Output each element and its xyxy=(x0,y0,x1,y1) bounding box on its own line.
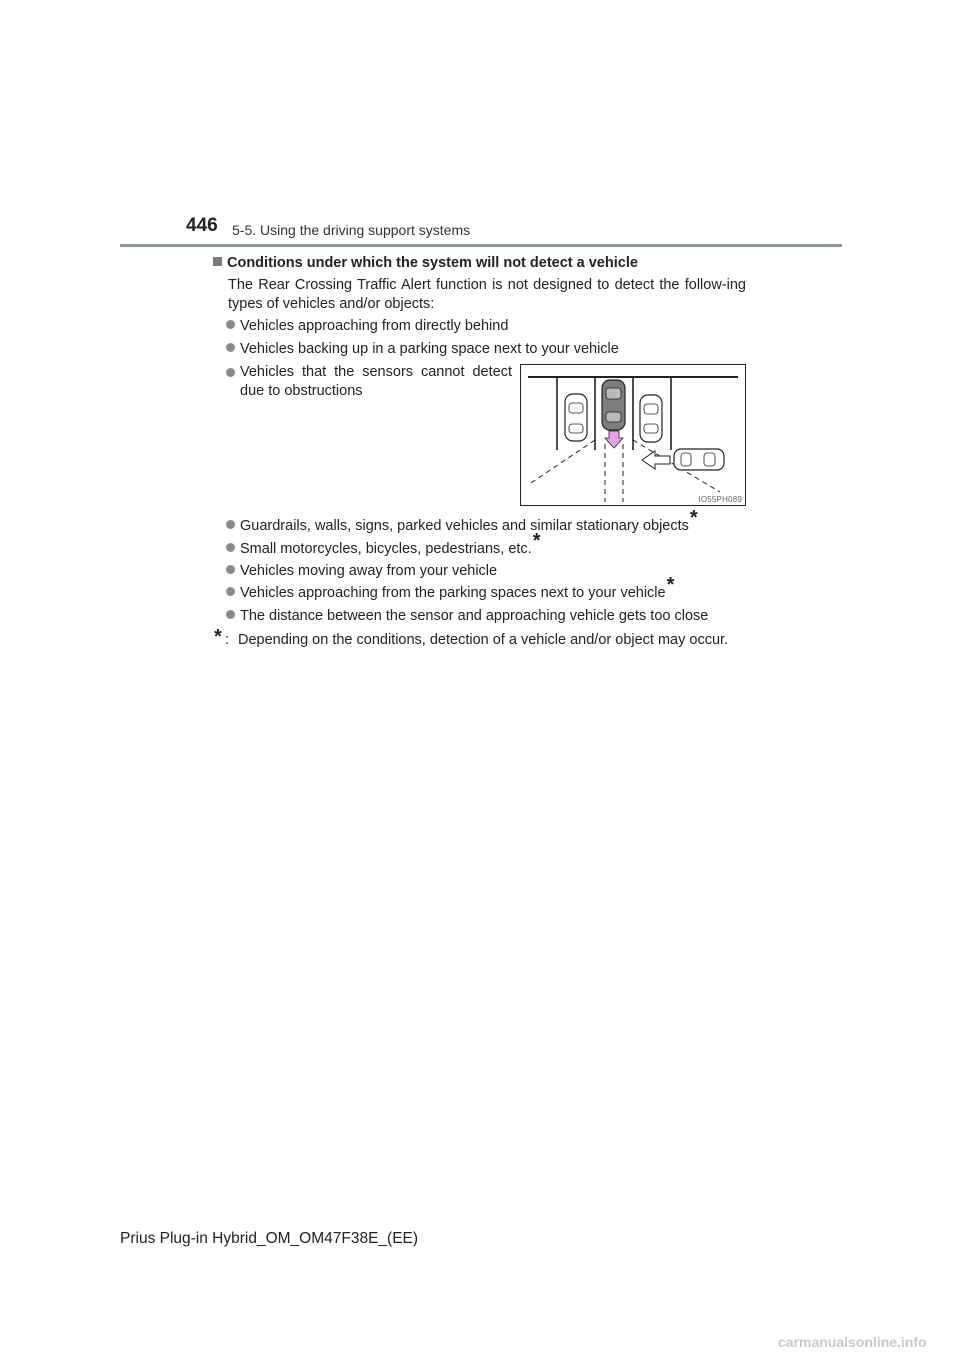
parked-car-left xyxy=(565,394,587,441)
footnote-asterisk: * xyxy=(214,626,222,648)
list-item-text: Vehicles moving away from your vehicle xyxy=(240,563,498,579)
bullet-dot-icon xyxy=(226,565,235,574)
heading-text: Conditions under which the system will not detect a vehicle xyxy=(227,255,638,271)
bullet-dot-icon xyxy=(226,587,235,596)
list-item-text: The distance between the sensor and approaching vehicle gets too close xyxy=(240,608,709,624)
list-item-text: Guardrails, walls, signs, parked vehicles and similar stationary objects xyxy=(240,518,689,534)
intro-paragraph: The Rear Crossing Traffic Alert function is not designed to detect the follow-ing types of vehicles and/or objects: xyxy=(228,277,746,312)
footnote-colon: : xyxy=(225,632,230,648)
bullet-dot-icon xyxy=(226,368,235,377)
section-title: 5-5. Using the driving support systems xyxy=(232,222,471,238)
approaching-vehicle xyxy=(674,449,724,470)
list-item-text: Small motorcycles, bicycles, pedestrians, etc. xyxy=(240,541,532,557)
asterisk-mark: * xyxy=(689,507,698,529)
list-item xyxy=(226,607,708,626)
list-item xyxy=(226,363,512,401)
footnote xyxy=(214,627,746,651)
asterisk-mark: * xyxy=(532,530,541,552)
bullet-dot-icon xyxy=(226,343,235,352)
list-item-text: Vehicles approaching from directly behind xyxy=(240,318,509,334)
bullet-dot-icon xyxy=(226,320,235,329)
figure-code: IO55PH089 xyxy=(698,495,742,504)
list-item xyxy=(226,507,698,536)
square-bullet-icon xyxy=(213,257,222,266)
manual-id: Prius Plug-in Hybrid_OM_OM47F38E_(EE) xyxy=(120,1230,419,1247)
list-item-text: Vehicles that the sensors cannot detect due to obstructions xyxy=(240,364,512,399)
footnote-text: Depending on the conditions, detection of a vehicle and/or object may occur. xyxy=(238,632,729,648)
list-item xyxy=(226,530,541,559)
bullet-dot-icon xyxy=(226,610,235,619)
page-number: 446 xyxy=(186,215,218,236)
list-item xyxy=(226,574,675,603)
list-item xyxy=(226,340,619,359)
bullet-dot-icon xyxy=(226,543,235,552)
parked-car-right xyxy=(640,395,662,442)
list-item-text: Vehicles backing up in a parking space next to your vehicle xyxy=(240,341,619,357)
bullet-dot-icon xyxy=(226,520,235,529)
list-item xyxy=(226,317,508,336)
header-divider xyxy=(120,244,842,247)
own-vehicle xyxy=(602,380,625,430)
parking-diagram xyxy=(520,364,746,506)
list-item-text: Vehicles approaching from the parking spaces next to your vehicle xyxy=(240,585,666,601)
asterisk-mark: * xyxy=(666,574,675,596)
list-item xyxy=(226,562,497,581)
watermark: carmanualsonline.info xyxy=(778,1334,927,1350)
conditions-heading xyxy=(213,255,638,271)
parking-lot-illustration xyxy=(520,364,746,506)
